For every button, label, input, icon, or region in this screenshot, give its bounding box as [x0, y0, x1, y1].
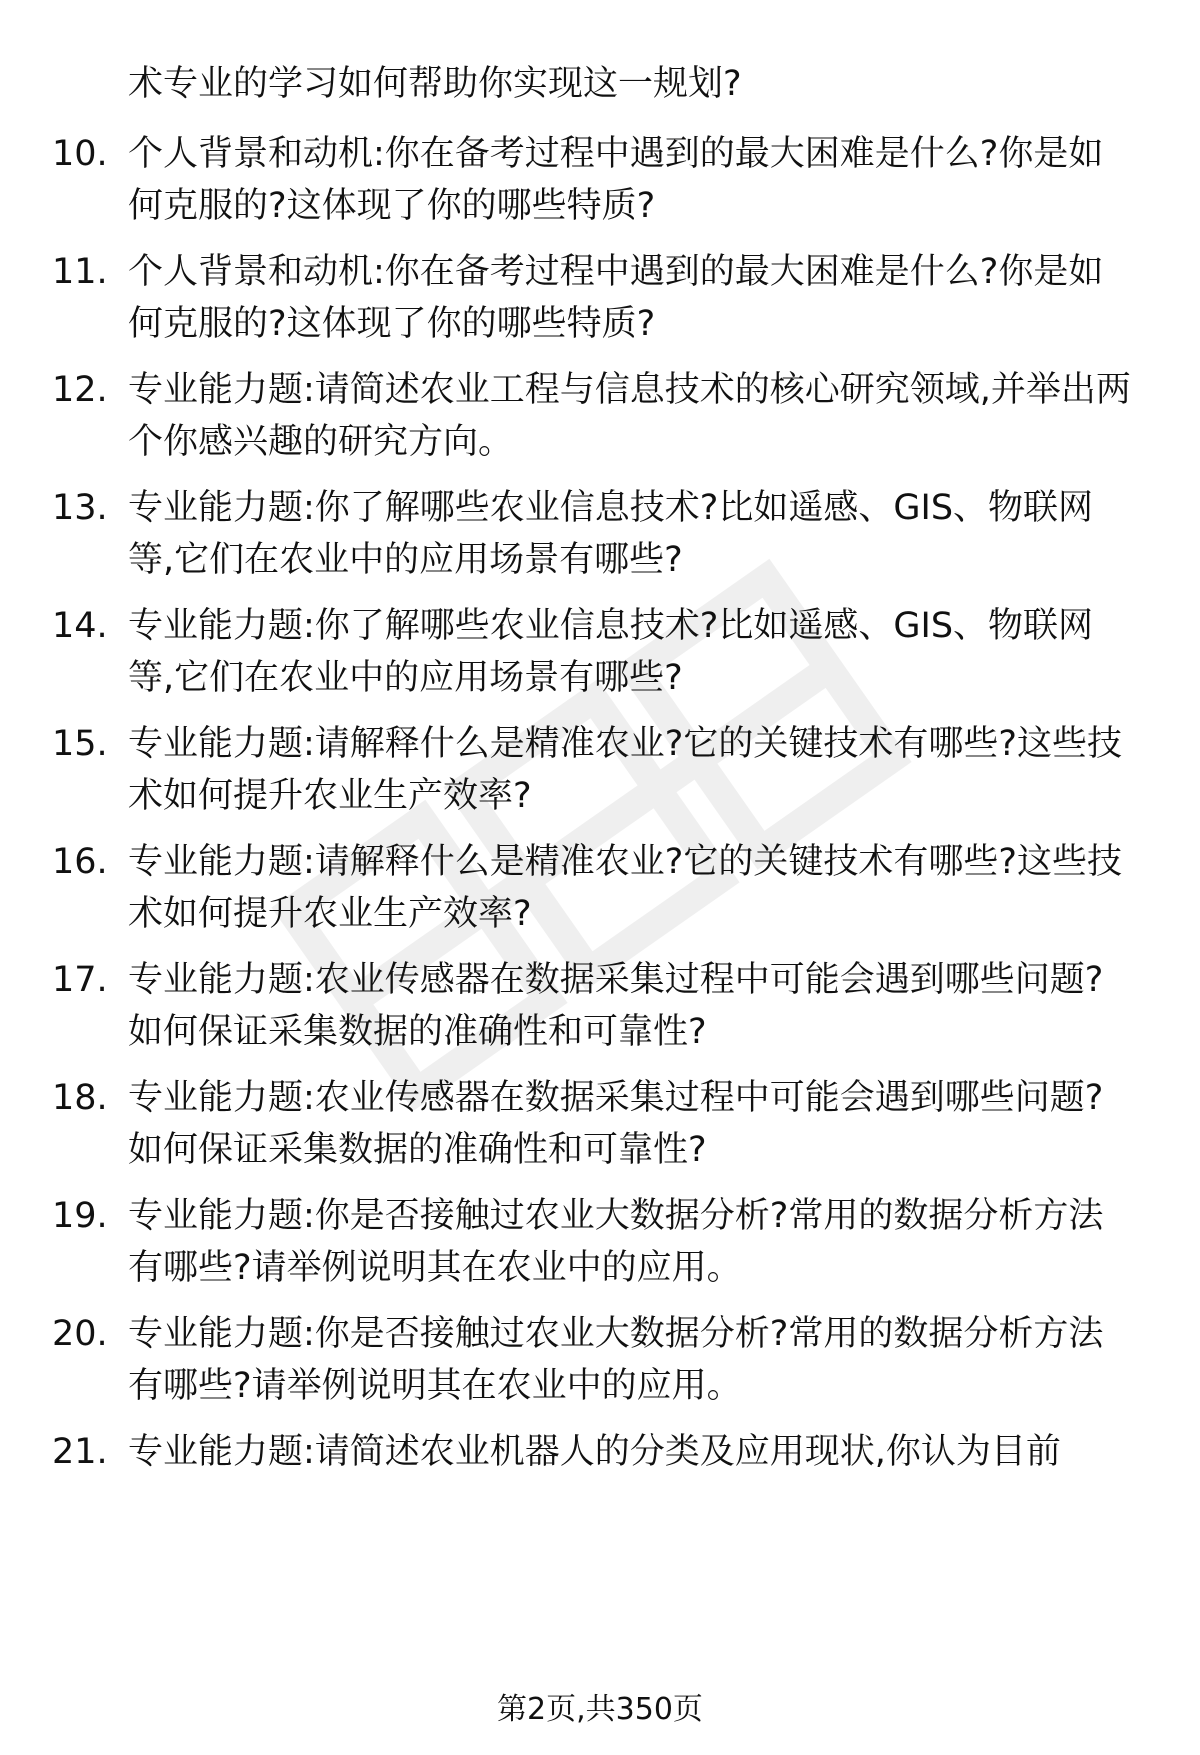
item-number: 16.	[52, 842, 108, 882]
item-text: 专业能力题:你了解哪些农业信息技术?比如遥感、GIS、物联网等,它们在农业中的应用场景有哪些?	[128, 488, 1094, 580]
item-text: 个人背景和动机:你在备考过程中遇到的最大困难是什么?你是如何克服的?这体现了你的哪些特质?	[128, 134, 1104, 226]
item-text: 专业能力题:农业传感器在数据采集过程中可能会遇到哪些问题?如何保证采集数据的准确性和可靠性?	[128, 1078, 1104, 1170]
continuation-line: 术专业的学习如何帮助你实现这一规划?	[128, 64, 742, 104]
item-text: 专业能力题:你了解哪些农业信息技术?比如遥感、GIS、物联网等,它们在农业中的应用场景有哪些?	[128, 606, 1094, 698]
item-number: 19.	[52, 1196, 108, 1236]
item-text: 专业能力题:你是否接触过农业大数据分析?常用的数据分析方法有哪些?请举例说明其在农业中的应用。	[128, 1196, 1104, 1288]
item-text: 专业能力题:你是否接触过农业大数据分析?常用的数据分析方法有哪些?请举例说明其在农业中的应用。	[128, 1314, 1104, 1406]
item-number: 20.	[52, 1314, 108, 1354]
item-number: 11.	[52, 252, 108, 292]
item-number: 12.	[52, 370, 108, 410]
item-text: 专业能力题:农业传感器在数据采集过程中可能会遇到哪些问题?如何保证采集数据的准确性和可靠性?	[128, 960, 1104, 1052]
item-number: 18.	[52, 1078, 108, 1118]
item-text: 专业能力题:请解释什么是精准农业?它的关键技术有哪些?这些技术如何提升农业生产效率?	[128, 724, 1122, 816]
item-text: 专业能力题:请解释什么是精准农业?它的关键技术有哪些?这些技术如何提升农业生产效率?	[128, 842, 1122, 934]
item-text: 个人背景和动机:你在备考过程中遇到的最大困难是什么?你是如何克服的?这体现了你的哪些特质?	[128, 252, 1104, 344]
item-number: 17.	[52, 960, 108, 1000]
item-number: 14.	[52, 606, 108, 646]
item-number: 15.	[52, 724, 108, 764]
item-text: 专业能力题:请简述农业机器人的分类及应用现状,你认为目前	[128, 1432, 1061, 1472]
item-number: 10.	[52, 134, 108, 174]
item-number: 13.	[52, 488, 108, 528]
item-number: 21.	[52, 1432, 108, 1472]
page-number-footer: 第2页,共350页	[497, 1692, 703, 1727]
item-text: 专业能力题:请简述农业工程与信息技术的核心研究领域,并举出两个你感兴趣的研究方向。	[128, 370, 1131, 462]
